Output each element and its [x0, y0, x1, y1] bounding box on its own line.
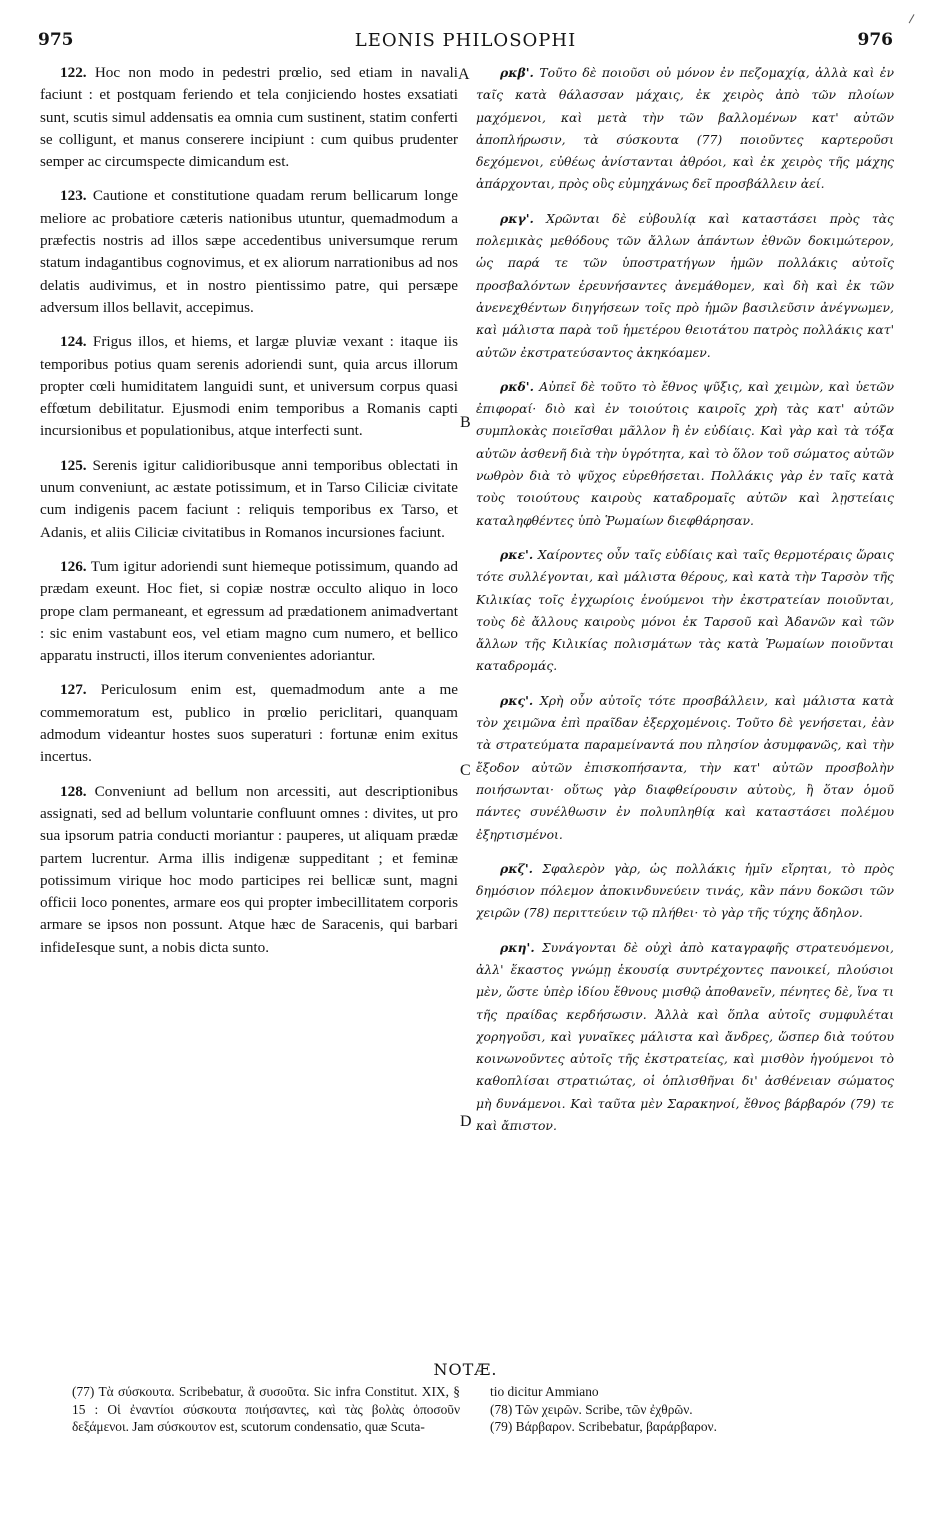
- paragraph-number: 126.: [60, 557, 87, 575]
- paragraph-text: Χρὴ οὖν αὐτοῖς τότε προσβάλλειν, καὶ μάλιστα κατὰ τὸν χειμῶνα ἐπὶ πραῖδαν ἐξερχομένοις. Τοῦτο δὲ γενήσεται, ἐὰν τὰ στρατεύματα παραμείναντά που πλησίον ἀσυμφανῶς, καὶ τὴν ἔξοδον αὐτῶν ἐπισκοπήσαντα, τὴν κατ' αὐτῶν προσβολὴν ποιήσωνται· οὕτως γὰρ διαφθείρουσιν αὐτοὺς, ἢ ὅταν ὁμοῦ πάντες συνέλθωσιν ἐν πολυπληθίᾳ καὶ καταστάσει πολέμου ἐξηρτισμένοι.: [476, 692, 894, 842]
- paragraph-text: Hoc non modo in pedestri prœlio, sed etiam in navali faciunt : et postquam feriendo et tela conjiciendo hostes exsatiati sunt, scutis simul addensatis ea omnia cum sustinent, statim conferti se colligunt, et manus conserere incipiunt : cum quibus prudenter semper ac circumspecte dimicandum est.: [40, 64, 458, 171]
- paragraph-text: Αὐπεῖ δὲ τοῦτο τὸ ἔθνος ψῦξις, καὶ χειμὼν, καὶ ὑετῶν ἐπιφοραί· διὸ καὶ ἐν τοιούτοις καιροῖς χρὴ τὰς κατ' αὐτῶν συμπλοκὰς ποιεῖσθαι μᾶλλον ἢ ἐν εὐδίαις. Καὶ γὰρ καὶ τὰ τόξα αὐτῶν ἀσθενῆ διὰ τὴν ὑγρότητα, καὶ τὸ ὅλον τοῦ σώματος αὐτῶν νωθρὸν διὰ τὸ ψῦχος εὑρεθήσεται. Πολλάκις γὰρ ἐν ταῖς κατὰ τοὺς τοιούτους καιροὺς καταδρομαῖς αὐτῶν καὶ λῃστείαις καταληφθέντες ὑπὸ Ῥωμαίων διεφθάρησαν.: [476, 378, 894, 528]
- latin-paragraph: [40, 62, 458, 173]
- latin-paragraph: [40, 679, 458, 768]
- corner-mark: [909, 14, 916, 24]
- page-header: [38, 30, 893, 58]
- paragraph-text: Serenis igitur calidioribusque anni temporibus oblectati in unum conveniunt, ac æstate potissimum, et in Tarso Ciliciæ civitate cum indigenis pacem faciunt : reliquis temporibus ex Tarso, et Adanis, et aliis Ciliciæ civitatibus in Romanos incursiones faciunt.: [40, 456, 458, 541]
- greek-paragraph: [476, 544, 894, 678]
- notes-right: [490, 1383, 900, 1436]
- latin-paragraph: [40, 781, 458, 959]
- greek-paragraph: [476, 937, 894, 1138]
- paragraph-number: ρκζ'.: [500, 860, 533, 876]
- latin-paragraph: [40, 455, 458, 544]
- paragraph-number: ρκς'.: [500, 692, 534, 708]
- latin-column: [40, 62, 458, 1352]
- paragraph-number: ρκβ'.: [500, 65, 534, 80]
- page-number-left: 975: [38, 30, 74, 50]
- running-title: LEONIS PHILOSOPHI: [354, 30, 577, 51]
- paragraph-number: 125.: [60, 456, 87, 474]
- paragraph-text: Συνάγονται δὲ οὐχὶ ἀπὸ καταγραφῆς στρατευόμενοι, ἀλλ' ἕκαστος γνώμῃ ἑκουσίᾳ συντρέχοντες πανοικεί, πλούσιοι μὲν, ὥστε ὑπὲρ ἰδίου ἔθνους μισθῷ ἀποθανεῖν, πένητες δὲ, ἵνα τι τῆς πραίδας κερδήσωσιν. Ἀλλὰ καὶ ὅπλα αὐτοῖς συμφυλέται χορηγοῦσι, καὶ γυναῖκες μάλιστα καὶ ἄνδρες, ὥσπερ διὰ τούτου κοινωνοῦντες αὐτοῖς τῆς ἐκστρατείας, καὶ μισθὸν ἡγούμενοι τὸ καθοπλίσαι στρατιώτας, οἱ ὁπλισθῆναι δι' ἀσθένειαν σώματος μὴ δυνάμενοι. Καὶ ταῦτα μὲν Σαρακηνοί, ἔθνος βάρβαρόν (79) τε καὶ ἄπιστον.: [476, 939, 894, 1134]
- paragraph-text: Σφαλερὸν γὰρ, ὡς πολλάκις ἡμῖν εἴρηται, τὸ πρὸς δημόσιον πόλεμον ἀποκινδυνεύειν τινάς, κἂν πάνυ δοκῶσι τῶν χειρῶν (78) περιττεύειν τῷ πλήθει· τὸ γὰρ τῆς τύχης ἄδηλον.: [476, 860, 894, 921]
- paragraph-text: Χαίροντες οὖν ταῖς εὐδίαις καὶ ταῖς θερμοτέραις ὥραις τότε συλλέγονται, καὶ μάλιστα θέρους, καὶ κατὰ τὴν Ταρσὸν τῆς Κιλικίας τοῖς ἐγχωρίοις ἑνούμενοι τὴν ἐκστρατείαν ποιοῦνται, τοὺς δὲ ἄλλους καιροὺς μόνοι ἐκ Ταρσοῦ καὶ Ἀδανῶν καὶ τῶν ἄλλων τῆς Κιλικίας πολισμάτων τὰς κατὰ Ῥωμαίων ποιοῦνται καταδρομάς.: [476, 546, 894, 674]
- paragraph-number: 128.: [60, 782, 87, 800]
- notes-heading: NOTÆ.: [433, 1360, 498, 1379]
- greek-paragraph: [476, 62, 894, 196]
- note-79: (79) Βάρβαρον. Scribebatur, βαράρβαρον.: [490, 1419, 717, 1434]
- margin-letter-a: A: [458, 66, 470, 83]
- paragraph-number: ρκγ'.: [500, 210, 534, 226]
- paragraph-text: Frigus illos, et hiems, et largæ pluviæ vexant : itaque iis temporibus potius quam serenis adoriendi sunt, quia arcus illorum propter cœli humiditatem languidi sunt, et universum corpus quasi effœtum debilitatur. Ejusmodi enim temporibus a Romanis capti incursionibus et populationibus, atque interfecti sunt.: [40, 333, 458, 440]
- paragraph-text: Τοῦτο δὲ ποιοῦσι οὐ μόνον ἐν πεζομαχίᾳ, ἀλλὰ καὶ ἐν ταῖς κατὰ θάλασσαν μάχαις, ἐκ χειρὸς ἀπὸ τῶν πλοίων μαχόμενοι, καὶ μετὰ τὴν τῶν βαλλομένων κατ' αὐτῶν ἀποπλήρωσιν, τὰ σύσκουτα (77) ποιοῦντες καρτεροῦσι δεχόμενοι, εὐθέως ἀνίστανται ἀθρόοι, καὶ ἐκ χειρὸς τῆς μάχης ἀπάρχονται, πρὸς οὓς εὐμηχάνως δεῖ προσβάλλειν ἀεί.: [476, 65, 894, 192]
- greek-paragraph: [476, 858, 894, 925]
- greek-column: [476, 62, 894, 1352]
- greek-paragraph: [476, 690, 894, 846]
- paragraph-number: ρκδ'.: [500, 378, 534, 394]
- paragraph-number: ρκε'.: [500, 546, 534, 562]
- page-number-right: 976: [857, 30, 893, 50]
- latin-paragraph: [40, 185, 458, 319]
- greek-paragraph: [476, 376, 894, 532]
- margin-letter-d: D: [460, 1113, 472, 1130]
- paragraph-number: 124.: [60, 333, 87, 351]
- margin-letter-b: B: [460, 414, 471, 431]
- greek-paragraph: [476, 208, 894, 364]
- paragraph-text: Periculosum enim est, quemadmodum ante a me commemoratum est, publico in prœlio periclitari, quanquam admodum videantur hostes suos superaturi : fortunæ enim exitus incertus.: [40, 681, 458, 766]
- latin-paragraph: [40, 556, 458, 667]
- paragraph-number: 122.: [60, 64, 87, 81]
- paragraph-text: Tum igitur adoriendi sunt hiemeque potissimum, quando ad prædam exeunt. Hoc fiet, si copiæ nostræ occulto aliquo in loco prope clam permaneant, et egressum ad prædationem animadvertant : sic enim vastabunt eos, vel etiam magno cum numero, et bellico apparatu instructi, illos iterum convenientes adoriantur.: [40, 557, 458, 665]
- latin-paragraph: [40, 331, 458, 442]
- paragraph-number: 127.: [60, 681, 87, 699]
- paragraph-text: Conveniunt ad bellum non arcessiti, aut descriptionibus assignati, sed ad bellum voluntarie confluunt omnes : divites, ut pro sua ipsorum patria conducti moriantur : pauperes, ut aliquam prædæ partem lucrentur. Arma illis indigenæ suppeditant ; et feminæ potissimum virique hoc modo participes rei bellicæ sunt, magni officii loco ponentes, armare eos qui propter imbecillitatem corporis armare se ipsos non possunt. Atque hæc de Saracenis, qui barbari infideIesque sunt, a nobis dicta sunto.: [40, 782, 458, 956]
- margin-letter-c: C: [460, 762, 471, 779]
- paragraph-text: Χρῶνται δὲ εὐβουλίᾳ καὶ καταστάσει πρὸς τὰς πολεμικὰς μεθόδους τῶν ἄλλων ἁπάντων ἐθνῶν δοκιμώτερον, ὡς παρά τε τῶν ὑποστρατήγων ἡμῶν πολλάκις αὐτοῖς προσβαλόντων ἐρευνήσαντες ἀνεμάθομεν, καὶ δὴ καὶ ἐκ τῶν ἀνενεχθέντων διηγήσεων τοῖς πρὸ ἡμῶν βασιλεῦσιν ἀνέγνωμεν, καὶ μάλιστα παρὰ τοῦ ἡμετέρου θειοτάτου πατρὸς πολλάκις κατ' αὐτῶν ἐκστρατεύσαντος ἀκηκόαμεν.: [476, 210, 894, 360]
- paragraph-number: 123.: [60, 187, 87, 205]
- note-77: (77) Τὰ σύσκουτα. Scribebatur, ἃ συσοῦτα. Sic infra Constitut. XIX, § 15 : Οἱ ἐναντίοι σύσκουτα ποιήσαντες, καὶ τὰς βολὰς ὁποσοῦν δεξάμενοι. Jam σύσκουτον est, scutorum condensatio, quæ Scuta-: [72, 1384, 460, 1434]
- note-continuation: tio dicitur Ammiano: [490, 1384, 599, 1399]
- paragraph-number: ρκη'.: [500, 939, 535, 955]
- paragraph-text: Cautione et constitutione quadam rerum bellicarum longe meliore ac probatiore cæteris nationibus utuntur, quemadmodum a præfectis nostris ad illos sæpe accedentibus universumque rerum statum indagantibus cognovimus, et ex aliorum narrationibus ad nos delatis audivimus, et in nostro pientissimo patre, qui persæpe adversum illos bellavit, accepimus.: [40, 187, 458, 316]
- note-78: (78) Τῶν χειρῶν. Scribe, τῶν ἐχθρῶν.: [490, 1401, 693, 1417]
